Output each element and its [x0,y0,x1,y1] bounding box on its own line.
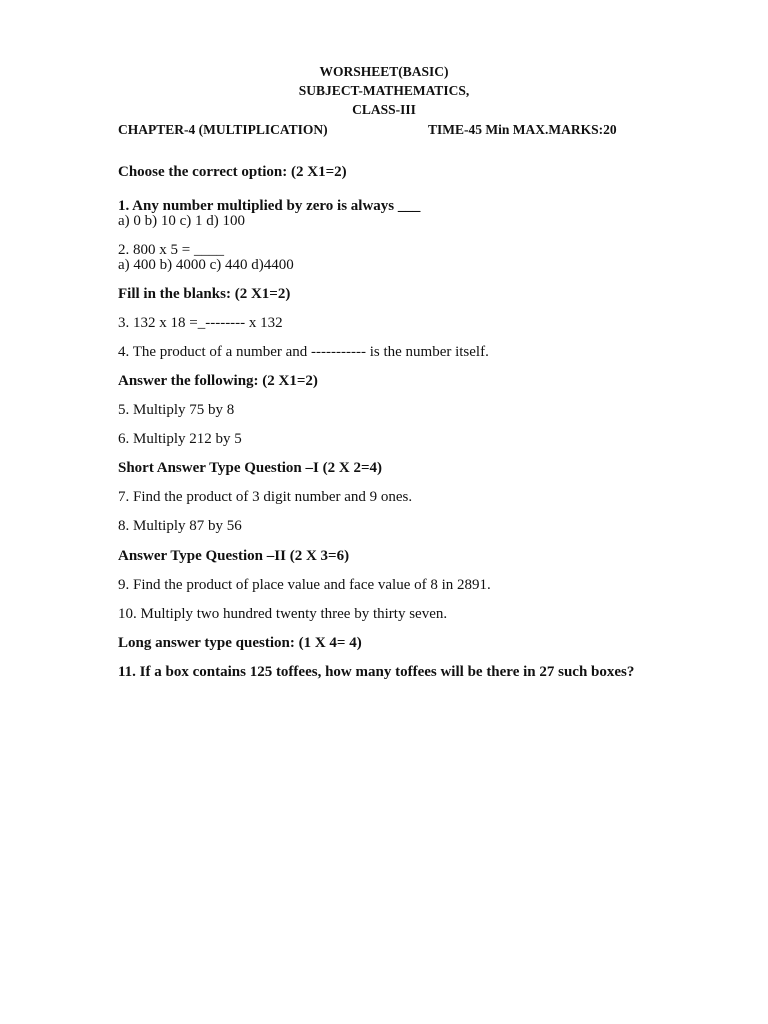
subject-line: SUBJECT-MATHEMATICS, [298,83,470,98]
answer-following-heading: Answer the following: (2 X1=2) [118,373,318,389]
question-3: 3. 132 x 18 =_-------- x 132 [118,315,283,331]
short-answer-1-heading: Short Answer Type Question –I (2 X 2=4) [118,460,382,476]
mcq-heading: Choose the correct option: (2 X1=2) [118,164,347,180]
question-10: 10. Multiply two hundred twenty three by thirty seven. [118,606,448,622]
chapter-line: CHAPTER-4 (MULTIPLICATION) [118,122,328,137]
question-1: 1. Any number multiplied by zero is always ___ [118,198,421,214]
short-answer-2-heading: Answer Type Question –II (2 X 3=6) [118,548,350,564]
time-marks-line: TIME-45 Min MAX.MARKS:20 [428,122,617,137]
question-7: 7. Find the product of 3 digit number and 9 ones. [118,489,413,505]
question-8: 8. Multiply 87 by 56 [118,518,242,534]
long-answer-heading: Long answer type question: (1 X 4= 4) [118,635,362,651]
question-1-options: a) 0 b) 10 c) 1 d) 100 [118,213,246,229]
question-11: 11. If a box contains 125 toffees, how many toffees will be there in 27 such boxes? [118,664,635,680]
question-6: 6. Multiply 212 by 5 [118,431,242,447]
worksheet-title: WORSHEET(BASIC) [319,64,449,79]
fill-blanks-heading: Fill in the blanks: (2 X1=2) [118,286,291,302]
question-5: 5. Multiply 75 by 8 [118,402,235,418]
question-2: 2. 800 x 5 = ____ [118,242,224,258]
question-9: 9. Find the product of place value and face value of 8 in 2891. [118,577,491,593]
class-line: CLASS-III [352,102,416,117]
question-2-options: a) 400 b) 4000 c) 440 d)4400 [118,257,294,273]
question-4: 4. The product of a number and ----------- is the number itself. [118,344,489,360]
